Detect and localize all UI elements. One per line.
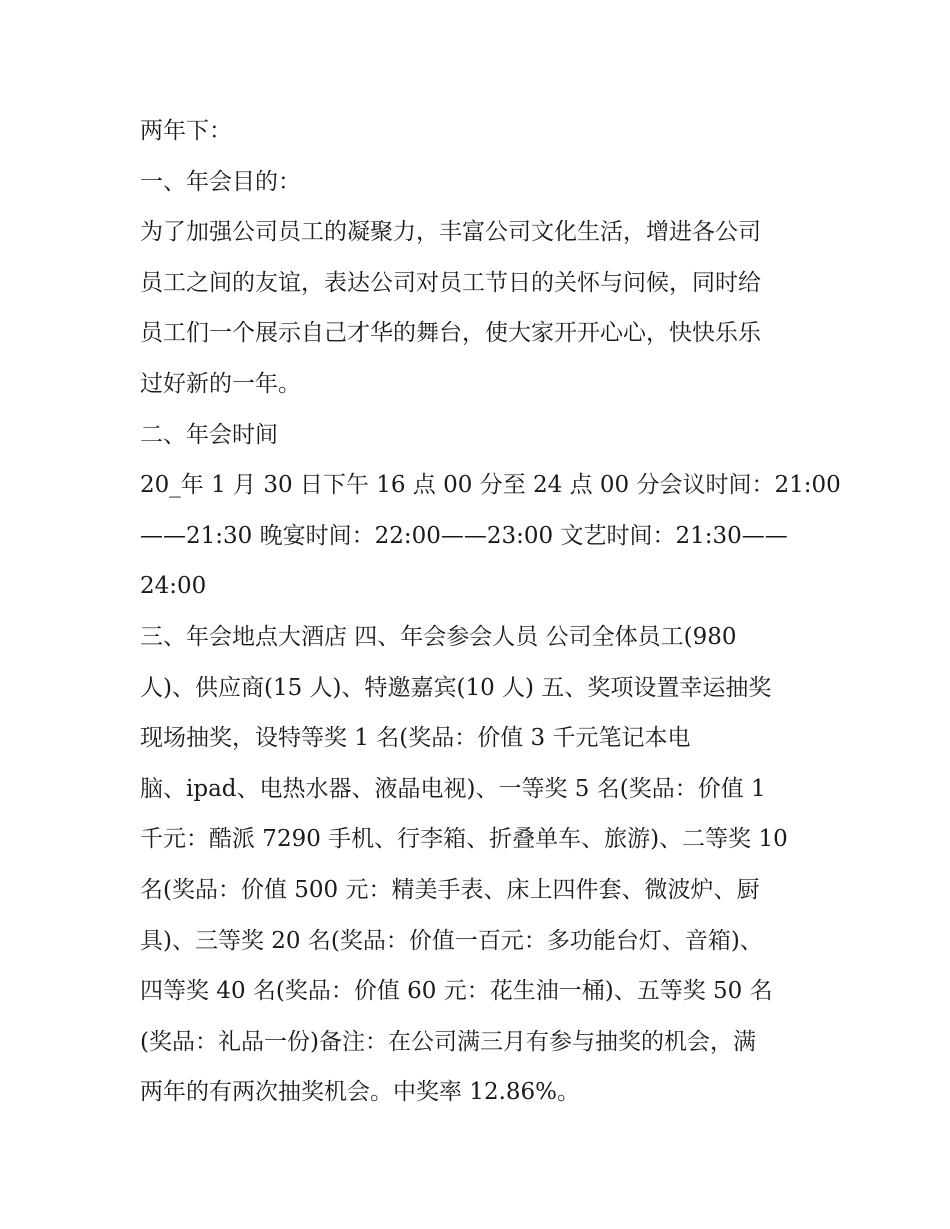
text-line: 两年下：	[140, 118, 232, 144]
text-line: 20_年 1 月 30 日下午 16 点 00 分至 24 点 00 分会议时间：21:00	[140, 472, 841, 499]
text-line: 人)、供应商(15 人)、特邀嘉宾(10 人) 五、奖项设置幸运抽奖	[140, 674, 772, 701]
section-heading-purpose: 一、年会目的：	[140, 168, 301, 195]
text-line: 为了加强公司员工的凝聚力，丰富公司文化生活，增进各公司	[140, 219, 761, 246]
text-line: 千元：酷派 7290 手机、行李箱、折叠单车、旅游)、二等奖 10	[140, 826, 788, 853]
text-line: 具)、三等奖 20 名(奖品：价值一百元：多功能台灯、音箱)、	[140, 927, 763, 954]
text-line: 三、年会地点大酒店 四、年会参会人员 公司全体员工(980	[140, 623, 737, 650]
text-line: 员工们一个展示自己才华的舞台，使大家开开心心，快快乐乐	[140, 320, 761, 347]
text-line: 四等奖 40 名(奖品：价值 60 元：花生油一桶)、五等奖 50 名	[140, 978, 773, 1005]
text-line: 24:00	[140, 573, 207, 600]
text-line: ——21:30 晚宴时间：22:00——23:00 文艺时间：21:30——	[140, 522, 788, 549]
text-line: (奖品：礼品一份)备注：在公司满三月有参与抽奖的机会，满	[140, 1028, 756, 1055]
text-line: 过好新的一年。	[140, 370, 301, 397]
text-line: 员工之间的友谊，表达公司对员工节日的关怀与问候，同时给	[140, 269, 761, 296]
document-page	[140, 106, 841, 1118]
text-line: 两年的有两次抽奖机会。中奖率 12.86%。	[140, 1079, 581, 1106]
text-line: 名(奖品：价值 500 元：精美手表、床上四件套、微波炉、厨	[140, 876, 760, 903]
section-heading-time: 二、年会时间	[140, 421, 278, 448]
text-line: 现场抽奖，设特等奖 1 名(奖品：价值 3 千元笔记本电	[140, 725, 691, 752]
text-line: 脑、ipad、电热水器、液晶电视)、一等奖 5 名(奖品：价值 1	[140, 775, 766, 802]
